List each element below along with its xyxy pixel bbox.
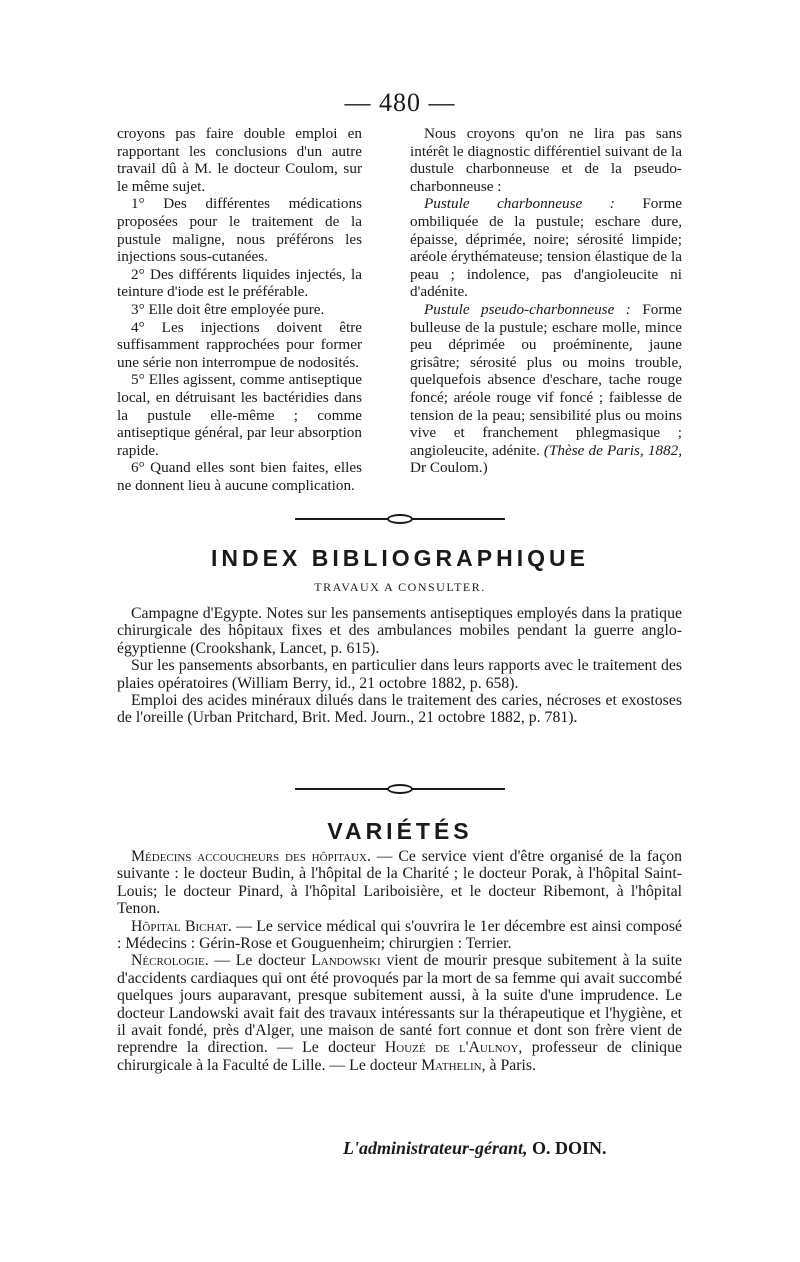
signature: [343, 1138, 683, 1159]
right-column: [410, 125, 682, 477]
conclusion-3: 3° Elle doit être employée pure.: [131, 300, 325, 318]
news-text: vient de mourir presque subitement à la suite d'accidents cardiaques qui ont été provoqués par la mort de sa femme qui avait succombé quelques jours auparavant, presque subitement aussi, à la suite d'une imprudence. Le docteur Landowski avait fait des travaux intéressants sur la thérapeutique et l'hygiène, et il avait fondé, près d'Alger, une maison de santé fort connue et dont son frère vient de reprendre la direction. — Le docteur: [117, 952, 683, 1057]
varietes-heading: VARIÉTÉS: [327, 818, 473, 844]
left-column: [117, 125, 362, 494]
pustule-charbonneuse: [410, 195, 682, 301]
news-item: [117, 848, 682, 918]
index-heading: INDEX BIBLIOGRAPHIQUE: [211, 545, 589, 571]
signature-label: L'administrateur-gérant,: [343, 1138, 528, 1158]
news-text: Terrier.: [465, 935, 512, 953]
news-item: [117, 952, 682, 1074]
coulom-citation: Dr Coulom.): [410, 459, 488, 477]
news-text: professeur de clinique chirurgicale à la Faculté de Lille. — Le docteur: [117, 1039, 682, 1074]
entry-source: Brit. Med. Journ.,: [301, 709, 415, 727]
bibliography-entry: [117, 657, 682, 692]
these-citation: (Thèse de Paris, 1882,: [543, 441, 682, 459]
pustule-pseudo-label: Pustule pseudo-charbonneuse :: [424, 300, 631, 318]
news-text: — Ce service vient d'être organisé de la façon suivante : le docteur Budin, à l'hôpital de la Charité ; le docteur Porak, à l'hôpital Saint-Louis; le docteur Pinard, à l'hôpital Lariboisière, et le docteur Ribemont, à l'hôpital Tenon.: [117, 848, 682, 918]
index-subheading: TRAVAUX A CONSULTER.: [314, 580, 486, 594]
entry-text: Notes sur les pansements antiseptiques employés dans la pratique chirurgicale des hôpitaux fixes et des ambulances mobiles pendant la guerre anglo-égyptienne (Crookshank,: [117, 605, 682, 657]
entry-prefix: Sur les: [131, 657, 175, 675]
signature-name: O. DOIN.: [532, 1138, 607, 1158]
conclusion-5: 5° Elles agissent, comme antiseptique local, en détruisant les bactéridies dans la pustule elle-même ; comme antiseptique général, par leur absorption rapide.: [117, 371, 362, 459]
left-paragraph: croyons pas faire double emploi en rapportant les conclusions d'un autre travail dû à M. le docteur Coulom, sur le même sujet.: [117, 125, 362, 195]
entry-source: id.,: [335, 674, 356, 692]
person-name: Houzé de l'Aulnoy,: [384, 1039, 523, 1057]
pustule-pseudo: [410, 301, 682, 477]
news-italic: chirurgien :: [389, 935, 462, 953]
news-text: à Paris.: [489, 1056, 537, 1074]
conclusion-2: 2° Des différents liquides injectés, la teinture d'iode est le préférable.: [117, 265, 362, 301]
news-text: Gérin-Rose et Gouguenheim;: [199, 935, 386, 953]
conclusion-4: 4° Les injections doivent être suffisamment rapprochées pour former une série non interrompue de nodosités.: [117, 318, 362, 371]
news-italic: Médecins :: [125, 935, 196, 953]
right-intro: Nous croyons qu'on ne lira pas sans intérêt le diagnostic différentiel suivant de la dustule charbonneuse et de la pseudo-charbonneuse :: [410, 125, 682, 195]
section-divider-ornament: [0, 783, 800, 798]
news-label: Nécrologie.: [131, 952, 209, 970]
person-name: Mathelin,: [421, 1056, 486, 1074]
news-label: Hôpital Bichat.: [131, 917, 232, 935]
varietes-block: [117, 848, 682, 1074]
news-text: — Le service médical qui s'ouvrira le 1er décembre est ainsi composé :: [117, 917, 682, 953]
bibliography-entry: [117, 605, 682, 657]
pustule-charbonneuse-label: Pustule charbonneuse :: [424, 195, 615, 213]
entry-end: p. 615).: [330, 639, 380, 657]
bibliography-entry: [117, 692, 682, 727]
entry-source: Lancet,: [279, 639, 327, 657]
pustule-pseudo-text: Forme bulleuse de la pustule; eschare molle, mince peu déprimée ou proéminente, jaune grisâtre; sérosité plus ou moins trouble, quelquefois absence d'eschare, tache rouge foncé; aréole rouge vif foncé ; faiblesse de tension de la peau; sensibilité plus ou moins vive et franchement phlegmasique ; angioleucite, adénite.: [410, 300, 682, 459]
entry-end: 21 octobre 1882, p. 781).: [418, 709, 578, 727]
page-number: — 480 —: [344, 88, 456, 117]
conclusion-6: 6° Quand elles sont bien faites, elles ne donnent lieu à aucune complication.: [117, 459, 362, 494]
entry-text: en particulier dans leurs rapports avec le traitement des plaies opératoires (William Berry,: [117, 657, 683, 692]
bibliography-block: [117, 605, 682, 727]
person-name: Landowski: [311, 952, 381, 970]
entry-text: Emploi des acides minéraux dilués dans le traitement des caries, nécroses et exostoses de l'oreille (Urban Pritchard,: [117, 692, 682, 727]
news-text: — Le docteur: [214, 952, 306, 970]
pustule-charbonneuse-text: Forme ombiliquée de la pustule; eschare dure, épaisse, déprimée, noire; sérosité limpide; aréole érythémateuse; tension élastique de la peau ; indolence, pas d'angioleucite ni d'adénite.: [410, 195, 683, 301]
conclusion-1: 1° Des différentes médications proposées pour le traitement de la pustule maligne, nous préférons les injections sous-cutanées.: [117, 195, 362, 266]
entry-title: Campagne d'Egypte.: [131, 605, 263, 622]
entry-title: pansements absorbants,: [178, 657, 329, 675]
news-item: [117, 918, 682, 953]
section-divider-ornament: [0, 513, 800, 528]
news-label: Médecins accoucheurs des hôpitaux.: [131, 848, 371, 865]
entry-end: 21 octobre 1882, p. 658).: [359, 674, 519, 692]
